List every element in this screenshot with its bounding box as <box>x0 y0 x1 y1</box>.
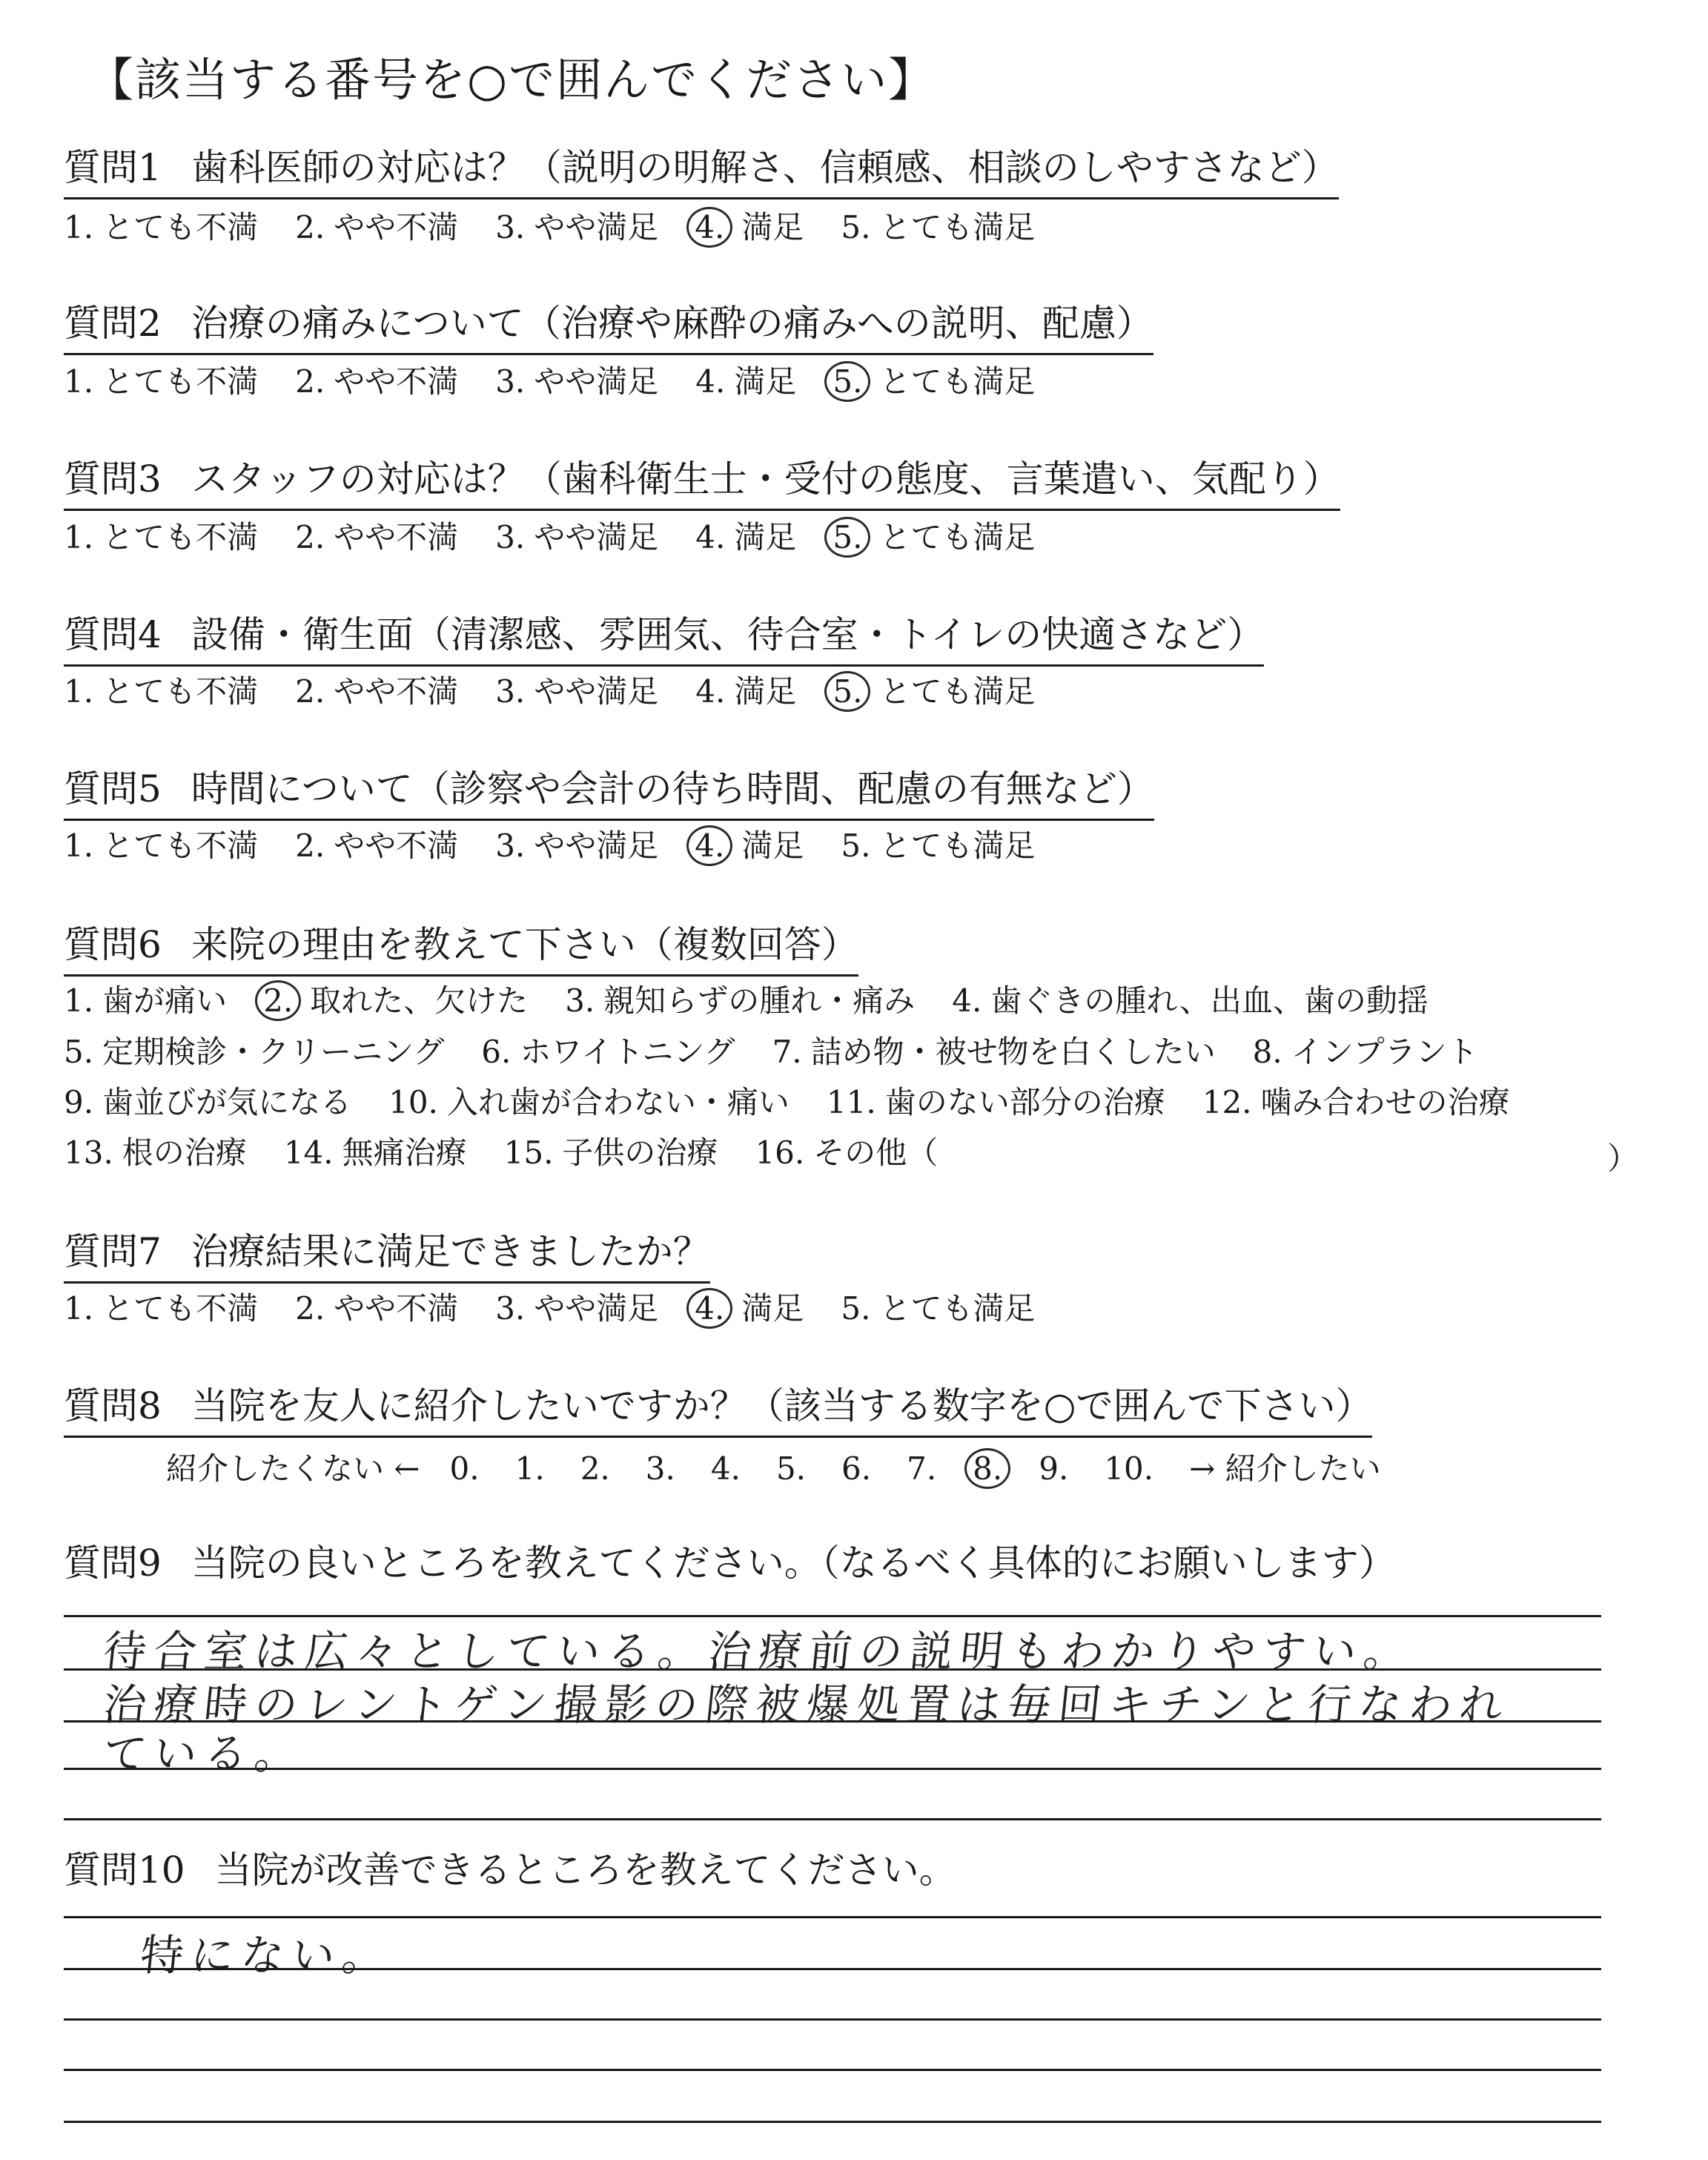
recommend-scale <box>166 1444 1381 1489</box>
option-label: 満足 <box>741 828 804 864</box>
option[interactable] <box>295 1290 458 1327</box>
option-selected[interactable] <box>695 828 804 865</box>
question-text: 歯科医師の対応は？（説明の明解さ、信頼感、相談のしやすさなど） <box>191 146 1339 189</box>
question-text: 当院を友人に紹介したいですか？（該当する数字を○で囲んで下さい） <box>191 1384 1373 1427</box>
option-selected[interactable] <box>695 1290 804 1327</box>
option-label: 詰め物・被せ物を白くしたい <box>810 1034 1216 1070</box>
option-label: とても満足 <box>879 209 1036 245</box>
option[interactable] <box>295 828 458 865</box>
option-selected[interactable] <box>833 519 1035 556</box>
page-title: 【該当する番号を○で囲んでください】 <box>87 53 936 107</box>
option[interactable] <box>295 363 458 400</box>
answer-line <box>64 1768 1601 1770</box>
option[interactable] <box>841 209 1035 246</box>
option[interactable] <box>504 1135 718 1172</box>
question-number: 質問6 <box>64 923 162 966</box>
option-number: 1. <box>64 1290 94 1327</box>
question-4-options <box>64 673 1072 710</box>
scale-value[interactable]: 0. <box>449 1450 480 1487</box>
option-number: 16. <box>755 1135 805 1171</box>
option-label: 入れ歯が合わない・痛い <box>446 1084 790 1120</box>
question-number: 質問7 <box>64 1230 162 1273</box>
question-text: 当院が改善できるところを教えてください。 <box>214 1849 956 1892</box>
option-number: 3. <box>565 982 595 1019</box>
option-number: 4. <box>695 673 726 710</box>
option-number: 12. <box>1202 1084 1252 1120</box>
question-number: 質問4 <box>64 613 162 656</box>
option[interactable] <box>295 519 458 556</box>
option-number: 1. <box>64 828 94 864</box>
option-number: 5. <box>824 671 870 712</box>
option[interactable] <box>495 673 658 710</box>
answer-line <box>64 1968 1601 1970</box>
option-number: 3. <box>495 363 526 400</box>
scale-value[interactable]: 4. <box>710 1450 741 1487</box>
option-label: とても満足 <box>879 673 1036 710</box>
option-label: とても満足 <box>879 363 1036 400</box>
option-label: やや不満 <box>334 1290 459 1327</box>
question-2-options <box>64 363 1072 400</box>
option-number: 4. <box>695 519 726 555</box>
option-label: 歯ぐきの腫れ、出血、歯の動揺 <box>990 982 1429 1019</box>
scale-value[interactable]: 9. <box>1039 1450 1069 1487</box>
option-label: やや不満 <box>334 363 459 400</box>
option-label: 満足 <box>734 673 797 710</box>
option-number: 11. <box>826 1084 876 1120</box>
option-label: やや満足 <box>534 1290 659 1327</box>
option-label: その他（ <box>813 1135 939 1171</box>
option-label: 根の治療 <box>122 1135 247 1171</box>
question-1-options <box>64 209 1072 246</box>
question-5-title <box>64 768 1154 821</box>
question-6-row <box>64 982 1466 1020</box>
option-number: 9. <box>64 1084 94 1120</box>
question-number: 質問2 <box>64 302 162 345</box>
option-number: 1. <box>64 519 94 555</box>
option-label: やや不満 <box>334 673 459 710</box>
option-number: 4. <box>952 982 982 1019</box>
option-label: 取れた、欠けた <box>310 982 529 1019</box>
question-text: 治療の痛みについて（治療や麻酔の痛みへの説明、配慮） <box>191 302 1153 345</box>
option-label: とても不満 <box>102 209 259 245</box>
option-number: 5. <box>841 209 871 245</box>
question-1-title <box>64 147 1339 199</box>
scale-value[interactable]: 2. <box>580 1450 610 1487</box>
option-number: 1. <box>64 363 94 400</box>
option-number: 4. <box>695 363 726 400</box>
scale-value[interactable]: 1. <box>514 1450 545 1487</box>
option-label: とても不満 <box>102 1290 259 1327</box>
option[interactable] <box>64 982 227 1020</box>
option[interactable] <box>481 1034 735 1071</box>
question-number: 質問9 <box>64 1542 162 1585</box>
option[interactable] <box>841 1290 1035 1327</box>
scale-right-label: → 紹介したい <box>1189 1450 1381 1487</box>
option-number: 3. <box>495 673 526 710</box>
option[interactable] <box>64 1290 258 1327</box>
option-number: 4. <box>686 1288 732 1329</box>
option-label: やや満足 <box>534 673 659 710</box>
option-label: やや満足 <box>534 519 659 555</box>
option-number: 8. <box>1252 1034 1282 1070</box>
option-label: やや満足 <box>534 828 659 864</box>
answer-line <box>64 2121 1601 2123</box>
option[interactable] <box>695 673 796 710</box>
scale-value[interactable]: 7. <box>907 1450 937 1487</box>
question-7-options <box>64 1290 1072 1327</box>
answer-line <box>64 2018 1601 2021</box>
option-selected[interactable] <box>264 982 528 1020</box>
handwritten-answer-line: 特にない。 <box>137 1930 396 1981</box>
option-label: 歯並びが気になる <box>102 1084 352 1120</box>
handwritten-answer-line: 治療時のレントゲン撮影の際被爆処置は毎回キチンと行なわれ <box>100 1680 1513 1730</box>
option-number: 1. <box>64 673 94 710</box>
option-number: 13. <box>64 1135 113 1171</box>
question-9-title <box>64 1542 1396 1593</box>
option[interactable] <box>64 209 258 246</box>
question-text: 設備・衛生面（清潔感、雰囲気、待合室・トイレの快適さなど） <box>191 613 1265 656</box>
option-label: とても満足 <box>879 828 1036 864</box>
option-number: 3. <box>495 828 526 864</box>
question-number: 質問10 <box>64 1849 185 1892</box>
option-number: 14. <box>283 1135 334 1171</box>
question-6-title <box>64 924 858 977</box>
option-label: やや不満 <box>334 519 459 555</box>
option[interactable] <box>64 673 258 710</box>
option[interactable] <box>1253 1034 1478 1071</box>
option[interactable] <box>295 673 458 710</box>
answer-line <box>64 1818 1601 1820</box>
option-label: 満足 <box>741 1290 804 1327</box>
option-label: 満足 <box>741 209 804 245</box>
option[interactable] <box>495 1290 658 1327</box>
option[interactable] <box>64 363 258 400</box>
option[interactable] <box>695 363 796 400</box>
answer-line <box>64 2069 1601 2071</box>
option[interactable] <box>64 1034 444 1071</box>
question-3-options <box>64 519 1072 556</box>
option-number: 6. <box>481 1034 512 1070</box>
question-2-title <box>64 303 1153 355</box>
option-number: 15. <box>503 1135 554 1171</box>
option-number: 1. <box>64 982 94 1019</box>
option[interactable] <box>755 1135 938 1172</box>
option[interactable] <box>495 519 658 556</box>
question-text: 時間について（診察や会計の待ち時間、配慮の有無など） <box>191 767 1154 810</box>
option[interactable] <box>64 1135 247 1172</box>
scale-value-selected[interactable]: 8. <box>964 1448 1010 1489</box>
option[interactable] <box>952 982 1429 1020</box>
question-8-title <box>64 1385 1372 1438</box>
question-4-title <box>64 614 1264 667</box>
option[interactable] <box>841 828 1035 865</box>
question-10-title <box>64 1849 956 1900</box>
option[interactable] <box>827 1084 1165 1121</box>
option-label: とても満足 <box>879 519 1036 555</box>
option-label: 親知らずの腫れ・痛み <box>603 982 916 1019</box>
option-number: 5. <box>824 361 870 402</box>
option[interactable] <box>295 209 458 246</box>
option-number: 2. <box>295 828 325 864</box>
scale-value[interactable]: 10. <box>1104 1450 1154 1487</box>
option-selected[interactable] <box>833 673 1035 710</box>
other-close-paren: ） <box>1607 1140 1639 1177</box>
handwritten-answer-line: ている。 <box>100 1728 308 1779</box>
option-number: 2. <box>255 980 301 1021</box>
option-label: やや不満 <box>334 828 459 864</box>
scale-left-label: 紹介したくない ← <box>166 1450 420 1487</box>
option-number: 10. <box>388 1084 438 1120</box>
option-label: とても不満 <box>102 673 259 710</box>
question-text: 来院の理由を教えて下さい（複数回答） <box>191 923 858 966</box>
option-number: 1. <box>64 209 94 245</box>
option[interactable] <box>695 519 796 556</box>
question-number: 質問5 <box>64 767 162 810</box>
option-number: 2. <box>295 363 325 400</box>
option-label: ホワイトニング <box>520 1034 735 1070</box>
option-label: やや不満 <box>334 209 459 245</box>
option-label: 満足 <box>734 363 797 400</box>
option-label: 噛み合わせの治療 <box>1260 1084 1510 1120</box>
option[interactable] <box>388 1084 790 1121</box>
option[interactable] <box>495 209 658 246</box>
option-number: 4. <box>686 825 732 866</box>
option-label: やや満足 <box>534 209 659 245</box>
question-text: 治療結果に満足できましたか？ <box>191 1230 710 1273</box>
option-label: とても満足 <box>879 1290 1036 1327</box>
option-number: 7. <box>772 1034 802 1070</box>
question-5-options <box>64 828 1072 865</box>
option-number: 2. <box>295 519 325 555</box>
question-6-row <box>64 1135 975 1172</box>
option-label: 歯のない部分の治療 <box>884 1084 1165 1120</box>
question-number: 質問8 <box>64 1384 162 1427</box>
option-label: とても不満 <box>102 519 259 555</box>
option-number: 2. <box>295 1290 325 1327</box>
option[interactable] <box>284 1135 467 1172</box>
option-label: 歯が痛い <box>102 982 228 1019</box>
answer-line <box>64 1916 1601 1918</box>
option-label: 定期検診・クリーニング <box>102 1034 445 1070</box>
option[interactable] <box>495 363 658 400</box>
option-label: 満足 <box>734 519 797 555</box>
question-7-title <box>64 1231 710 1284</box>
option-number: 3. <box>495 209 526 245</box>
scale-value[interactable]: 5. <box>775 1450 807 1487</box>
option[interactable] <box>495 828 658 865</box>
option-label: 無痛治療 <box>342 1135 467 1171</box>
handwritten-answer-line: 待合室は広々としている。治療前の説明もわかりやすい。 <box>100 1626 1417 1677</box>
option-selected[interactable] <box>833 363 1035 400</box>
question-number: 質問1 <box>64 146 162 189</box>
option-number: 2. <box>295 673 325 710</box>
option[interactable] <box>64 1084 351 1121</box>
option-number: 5. <box>64 1034 94 1070</box>
option[interactable] <box>772 1034 1216 1071</box>
option-label: とても不満 <box>102 363 259 400</box>
question-text: 当院の良いところを教えてください。（なるべく具体的にお願いします） <box>191 1542 1396 1585</box>
question-6-row <box>64 1034 1515 1071</box>
question-text: スタッフの対応は？（歯科衛生士・受付の態度、言葉遣い、気配り） <box>191 458 1340 501</box>
option-label: とても不満 <box>102 828 259 864</box>
option-number: 2. <box>295 209 325 245</box>
scale-value[interactable]: 3. <box>645 1450 675 1487</box>
option-number: 5. <box>824 517 870 558</box>
option-number: 5. <box>841 828 871 864</box>
option-number: 3. <box>495 1290 526 1327</box>
scale-values <box>450 1450 1190 1487</box>
option-number: 5. <box>841 1290 871 1327</box>
option-label: インプラント <box>1291 1034 1478 1070</box>
question-6-row <box>64 1084 1547 1121</box>
scale-value[interactable]: 6. <box>841 1450 872 1487</box>
option[interactable] <box>565 982 915 1020</box>
option-selected[interactable] <box>695 209 804 246</box>
question-number: 質問3 <box>64 458 162 501</box>
option-label: やや満足 <box>534 363 659 400</box>
option-number: 3. <box>495 519 526 555</box>
option[interactable] <box>64 828 258 865</box>
question-3-title <box>64 458 1340 511</box>
option[interactable] <box>64 519 258 556</box>
option-label: 子供の治療 <box>562 1135 718 1171</box>
option-number: 4. <box>686 207 732 248</box>
option[interactable] <box>1202 1084 1510 1121</box>
